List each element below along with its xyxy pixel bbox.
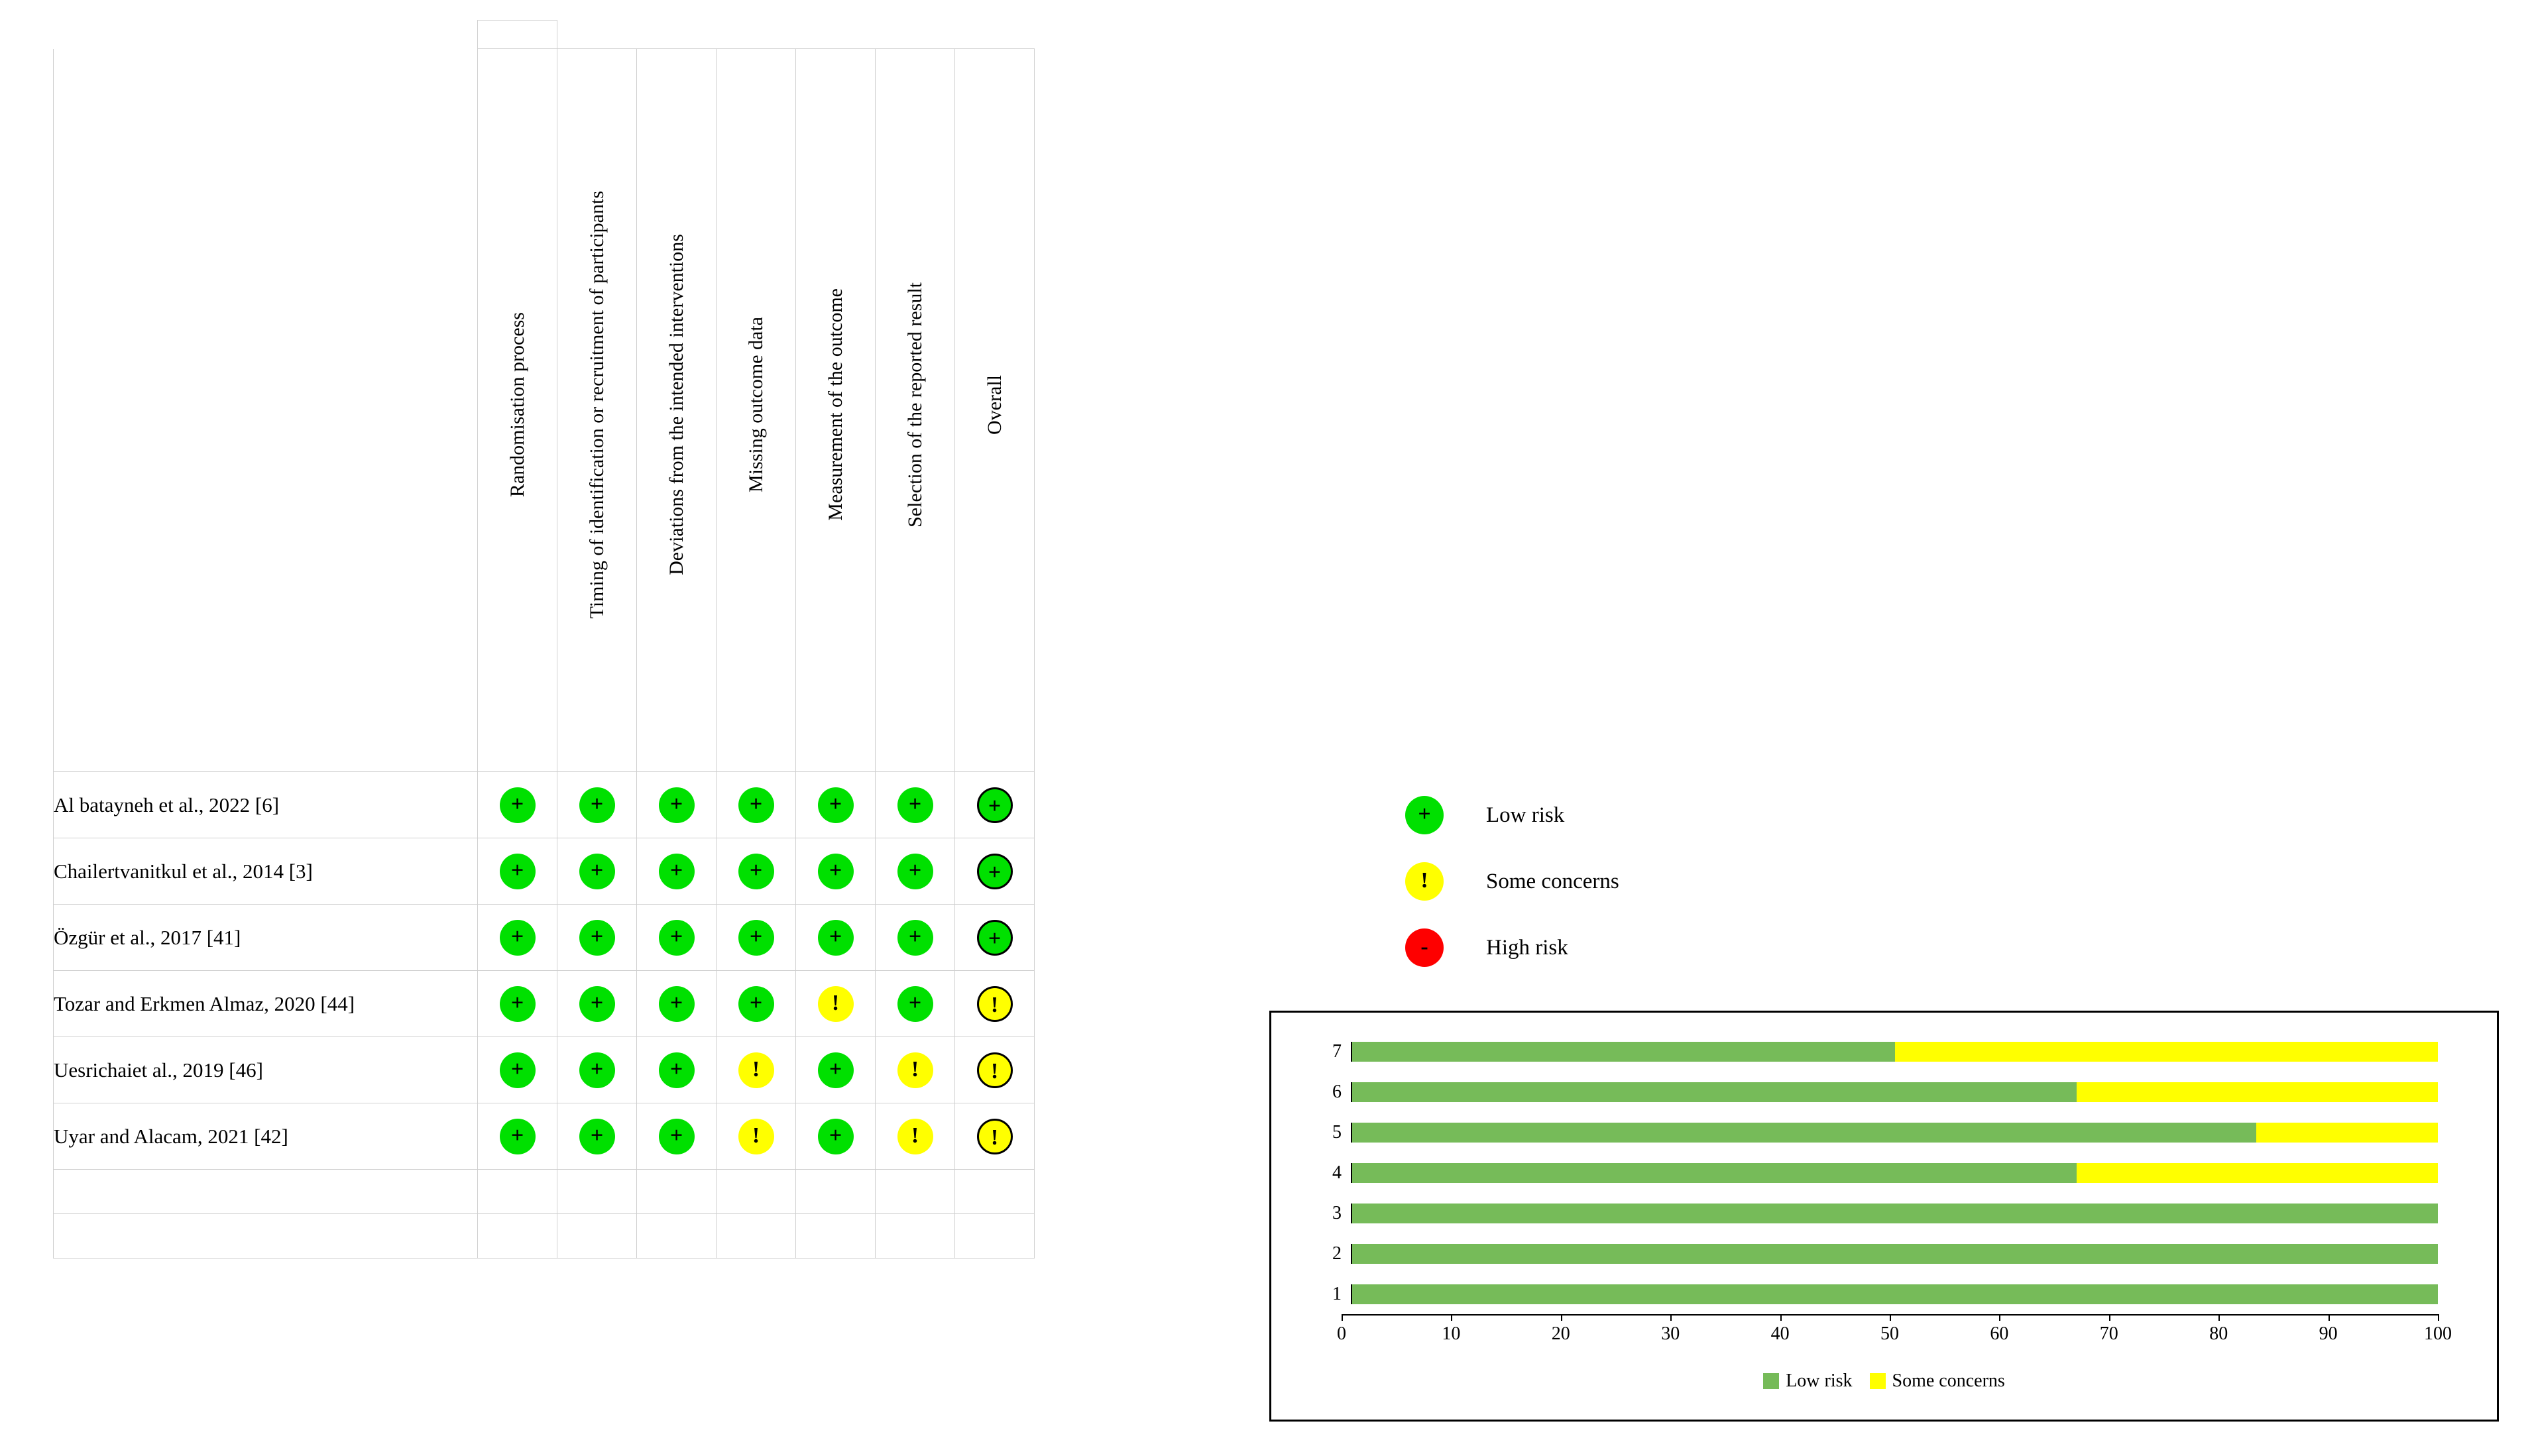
overall-judgement-cell[interactable]: [955, 971, 1035, 1037]
judgement-cell[interactable]: [637, 772, 717, 838]
judgement-cell[interactable]: [876, 1103, 955, 1170]
x-axis-tick-label: 100: [2424, 1323, 2452, 1344]
low-risk-icon: +: [500, 1119, 536, 1154]
low-risk-icon: +: [659, 787, 695, 823]
judgement-cell[interactable]: [478, 838, 557, 905]
overall-judgement-cell[interactable]: [955, 1103, 1035, 1170]
bar-track: [1351, 1284, 2438, 1304]
x-axis-tick: [1451, 1314, 1452, 1321]
bar-category-label: 5: [1332, 1121, 1342, 1143]
table-row: [54, 1037, 1035, 1103]
some-concerns-icon: !: [897, 1119, 933, 1154]
low-risk-icon: +: [738, 920, 774, 956]
some-concerns-icon: !: [738, 1052, 774, 1088]
some-concerns-icon: !: [897, 1052, 933, 1088]
low-risk-icon: +: [818, 1119, 854, 1154]
chart-legend-item-low-risk: [1763, 1371, 1852, 1392]
judgement-cell[interactable]: [796, 905, 876, 971]
domain-header-label: Timing of identification or recruitment of participants: [585, 190, 608, 619]
bar-row: [1311, 1274, 2438, 1314]
rob-traffic-light-table: [53, 20, 1035, 1259]
domain-header-selection: [876, 49, 955, 772]
judgement-cell[interactable]: [796, 1037, 876, 1103]
domain-header-label: Missing outcome data: [744, 317, 767, 492]
bar-track: [1351, 1204, 2438, 1223]
x-axis-tick-label: 80: [2209, 1323, 2228, 1344]
x-axis-tick: [1999, 1314, 2000, 1321]
table-spacer-row-top: [54, 21, 1035, 49]
judgement-cell[interactable]: [796, 838, 876, 905]
risk-of-bias-table: [53, 20, 1246, 1259]
study-label: Uyar and Alacam, 2021 [42]: [54, 1103, 478, 1170]
bar-track: [1351, 1123, 2438, 1143]
bar-segment[interactable]: [1352, 1082, 2077, 1102]
judgement-cell[interactable]: [717, 1103, 796, 1170]
x-axis-tick-label: 10: [1442, 1323, 1461, 1344]
low-risk-icon: +: [659, 986, 695, 1022]
bar-row: [1311, 1233, 2438, 1274]
chart-x-axis: [1337, 1314, 2452, 1361]
judgement-cell[interactable]: [637, 838, 717, 905]
domain-header-overall: [955, 49, 1035, 772]
low-risk-icon: +: [659, 1119, 695, 1154]
some-concerns-icon: !: [1405, 862, 1444, 901]
table-spacer-row-bottom-2: [54, 1214, 1035, 1259]
some-concerns-icon: !: [977, 986, 1013, 1022]
study-label: Al batayneh et al., 2022 [6]: [54, 772, 478, 838]
low-risk-icon: +: [500, 787, 536, 823]
x-axis-tick: [1780, 1314, 1782, 1321]
some-concerns-icon: !: [818, 986, 854, 1022]
bar-category-label: 3: [1332, 1202, 1342, 1223]
study-label: Uesrichaiet al., 2019 [46]: [54, 1037, 478, 1103]
judgement-cell[interactable]: [876, 1037, 955, 1103]
chart-legend: [1271, 1371, 2497, 1392]
bar-segment[interactable]: [1352, 1163, 2077, 1183]
overall-judgement-cell[interactable]: [955, 838, 1035, 905]
judgement-cell[interactable]: [717, 971, 796, 1037]
risk-legend: [1405, 782, 1619, 981]
domain-header-deviations: [637, 49, 717, 772]
table-row: [54, 905, 1035, 971]
legend-label: Some concerns: [1486, 869, 1619, 893]
domain-header-label: Measurement of the outcome: [824, 288, 846, 521]
x-axis-tick-label: 20: [1551, 1323, 1570, 1344]
study-label: Tozar and Erkmen Almaz, 2020 [44]: [54, 971, 478, 1037]
judgement-cell[interactable]: [717, 1037, 796, 1103]
low-risk-icon: +: [579, 1119, 615, 1154]
domain-header-row: [54, 49, 1035, 772]
bar-category-label: 2: [1332, 1243, 1342, 1264]
low-risk-icon: +: [738, 986, 774, 1022]
judgement-cell[interactable]: [876, 971, 955, 1037]
chart-plot-area: [1311, 1031, 2438, 1316]
bar-segment[interactable]: [1895, 1042, 2438, 1062]
low-risk-icon: +: [579, 986, 615, 1022]
low-risk-icon: +: [897, 986, 933, 1022]
judgement-cell[interactable]: [557, 905, 637, 971]
bar-row: [1311, 1152, 2438, 1193]
chart-legend-item-some-concerns: [1870, 1371, 2005, 1392]
bar-segment[interactable]: [1352, 1204, 2438, 1223]
domain-header-missing-data: [717, 49, 796, 772]
bar-track: [1351, 1042, 2438, 1062]
low-risk-icon: +: [1405, 796, 1444, 834]
judgement-cell[interactable]: [557, 1103, 637, 1170]
low-risk-icon: +: [659, 920, 695, 956]
judgement-cell[interactable]: [717, 905, 796, 971]
chart-legend-label: Low risk: [1786, 1371, 1853, 1391]
bar-row: [1311, 1072, 2438, 1112]
judgement-cell[interactable]: [796, 971, 876, 1037]
judgement-cell[interactable]: [876, 772, 955, 838]
x-axis-tick-label: 30: [1661, 1323, 1680, 1344]
low-risk-icon: +: [579, 854, 615, 889]
judgement-cell[interactable]: [637, 971, 717, 1037]
some-concerns-icon: !: [738, 1119, 774, 1154]
judgement-cell[interactable]: [557, 838, 637, 905]
header-blank-cell: [54, 49, 478, 772]
bar-category-label: 6: [1332, 1081, 1342, 1102]
bar-category-label: 7: [1332, 1040, 1342, 1062]
judgement-cell[interactable]: [478, 1103, 557, 1170]
x-axis-tick-label: 60: [1990, 1323, 2009, 1344]
study-label: Chailertvanitkul et al., 2014 [3]: [54, 838, 478, 905]
low-risk-icon: +: [659, 1052, 695, 1088]
some-concerns-icon: !: [977, 1052, 1013, 1088]
low-risk-icon: +: [659, 854, 695, 889]
bar-category-label: 4: [1332, 1162, 1342, 1183]
some-concerns-icon: !: [977, 1119, 1013, 1154]
judgement-cell[interactable]: [637, 1103, 717, 1170]
high-risk-icon: -: [1405, 928, 1444, 967]
domain-summary-bar-chart: [1269, 1011, 2499, 1422]
bar-category-label: 1: [1332, 1283, 1342, 1304]
judgement-cell[interactable]: [478, 772, 557, 838]
x-axis-tick-label: 50: [1880, 1323, 1899, 1344]
overall-judgement-cell[interactable]: [955, 905, 1035, 971]
x-axis-tick-label: 40: [1770, 1323, 1790, 1344]
low-risk-icon: +: [738, 787, 774, 823]
judgement-cell[interactable]: [717, 772, 796, 838]
legend-item-high-risk: [1405, 915, 1619, 981]
judgement-cell[interactable]: [637, 1037, 717, 1103]
x-axis-tick: [2109, 1314, 2110, 1321]
low-risk-icon: +: [977, 854, 1013, 889]
legend-item-some-concerns: [1405, 848, 1619, 915]
domain-header-label: Randomisation process: [506, 311, 528, 498]
chart-legend-label: Some concerns: [1892, 1371, 2005, 1391]
low-risk-icon: +: [500, 920, 536, 956]
low-risk-icon: +: [500, 1052, 536, 1088]
judgement-cell[interactable]: [717, 838, 796, 905]
domain-header-measurement: [796, 49, 876, 772]
low-risk-icon: +: [579, 1052, 615, 1088]
low-risk-icon: +: [500, 854, 536, 889]
judgement-cell[interactable]: [557, 971, 637, 1037]
x-axis-tick: [2438, 1314, 2439, 1321]
domain-header-label: Deviations from the intended interventions: [665, 234, 687, 575]
x-axis-tick-label: 90: [2319, 1323, 2338, 1344]
bar-segment[interactable]: [2077, 1082, 2438, 1102]
judgement-cell[interactable]: [796, 772, 876, 838]
some-concerns-swatch-icon: [1870, 1373, 1886, 1389]
domain-header-label: Selection of the reported result: [903, 282, 926, 528]
judgement-cell[interactable]: [796, 1103, 876, 1170]
bar-segment[interactable]: [1352, 1123, 2256, 1143]
x-axis-tick-label: 70: [2099, 1323, 2118, 1344]
low-risk-icon: +: [897, 854, 933, 889]
x-axis-tick: [2218, 1314, 2220, 1321]
study-label: Özgür et al., 2017 [41]: [54, 905, 478, 971]
bar-segment[interactable]: [2077, 1163, 2438, 1183]
low-risk-icon: +: [738, 854, 774, 889]
low-risk-swatch-icon: [1763, 1373, 1779, 1389]
low-risk-icon: +: [897, 920, 933, 956]
bar-segment[interactable]: [2256, 1123, 2438, 1143]
bar-track: [1351, 1082, 2438, 1102]
bar-row: [1311, 1031, 2438, 1072]
bar-segment[interactable]: [1352, 1284, 2438, 1304]
table-row: [54, 1103, 1035, 1170]
judgement-cell[interactable]: [876, 838, 955, 905]
table-row: [54, 838, 1035, 905]
bar-track: [1351, 1163, 2438, 1183]
low-risk-icon: +: [977, 920, 1013, 956]
judgement-cell[interactable]: [876, 905, 955, 971]
overall-judgement-cell[interactable]: [955, 1037, 1035, 1103]
legend-label: High risk: [1486, 935, 1568, 960]
domain-header-randomisation: [478, 49, 557, 772]
overall-judgement-cell[interactable]: [955, 772, 1035, 838]
judgement-cell[interactable]: [637, 905, 717, 971]
x-axis-tick: [2329, 1314, 2330, 1321]
judgement-cell[interactable]: [478, 1037, 557, 1103]
low-risk-icon: +: [500, 986, 536, 1022]
bar-row: [1311, 1112, 2438, 1152]
low-risk-icon: +: [977, 787, 1013, 823]
low-risk-icon: +: [897, 787, 933, 823]
low-risk-icon: +: [818, 1052, 854, 1088]
domain-header-label: Overall: [983, 374, 1006, 435]
judgement-cell[interactable]: [478, 905, 557, 971]
bar-segment[interactable]: [1352, 1042, 1895, 1062]
judgement-cell[interactable]: [478, 971, 557, 1037]
low-risk-icon: +: [579, 920, 615, 956]
table-row: [54, 971, 1035, 1037]
x-axis-tick-label: 0: [1337, 1323, 1346, 1344]
judgement-cell[interactable]: [557, 1037, 637, 1103]
bar-row: [1311, 1193, 2438, 1233]
x-axis-tick: [1670, 1314, 1672, 1321]
table-row: [54, 772, 1035, 838]
x-axis-tick: [1342, 1314, 1343, 1321]
judgement-cell[interactable]: [557, 772, 637, 838]
legend-label: Low risk: [1486, 803, 1565, 827]
legend-item-low-risk: [1405, 782, 1619, 848]
low-risk-icon: +: [818, 787, 854, 823]
domain-header-timing: [557, 49, 637, 772]
table-spacer-row-bottom: [54, 1170, 1035, 1214]
x-axis-tick: [1890, 1314, 1891, 1321]
bar-track: [1351, 1244, 2438, 1264]
low-risk-icon: +: [818, 854, 854, 889]
low-risk-icon: +: [818, 920, 854, 956]
x-axis-tick: [1561, 1314, 1562, 1321]
low-risk-icon: +: [579, 787, 615, 823]
bar-segment[interactable]: [1352, 1244, 2438, 1264]
